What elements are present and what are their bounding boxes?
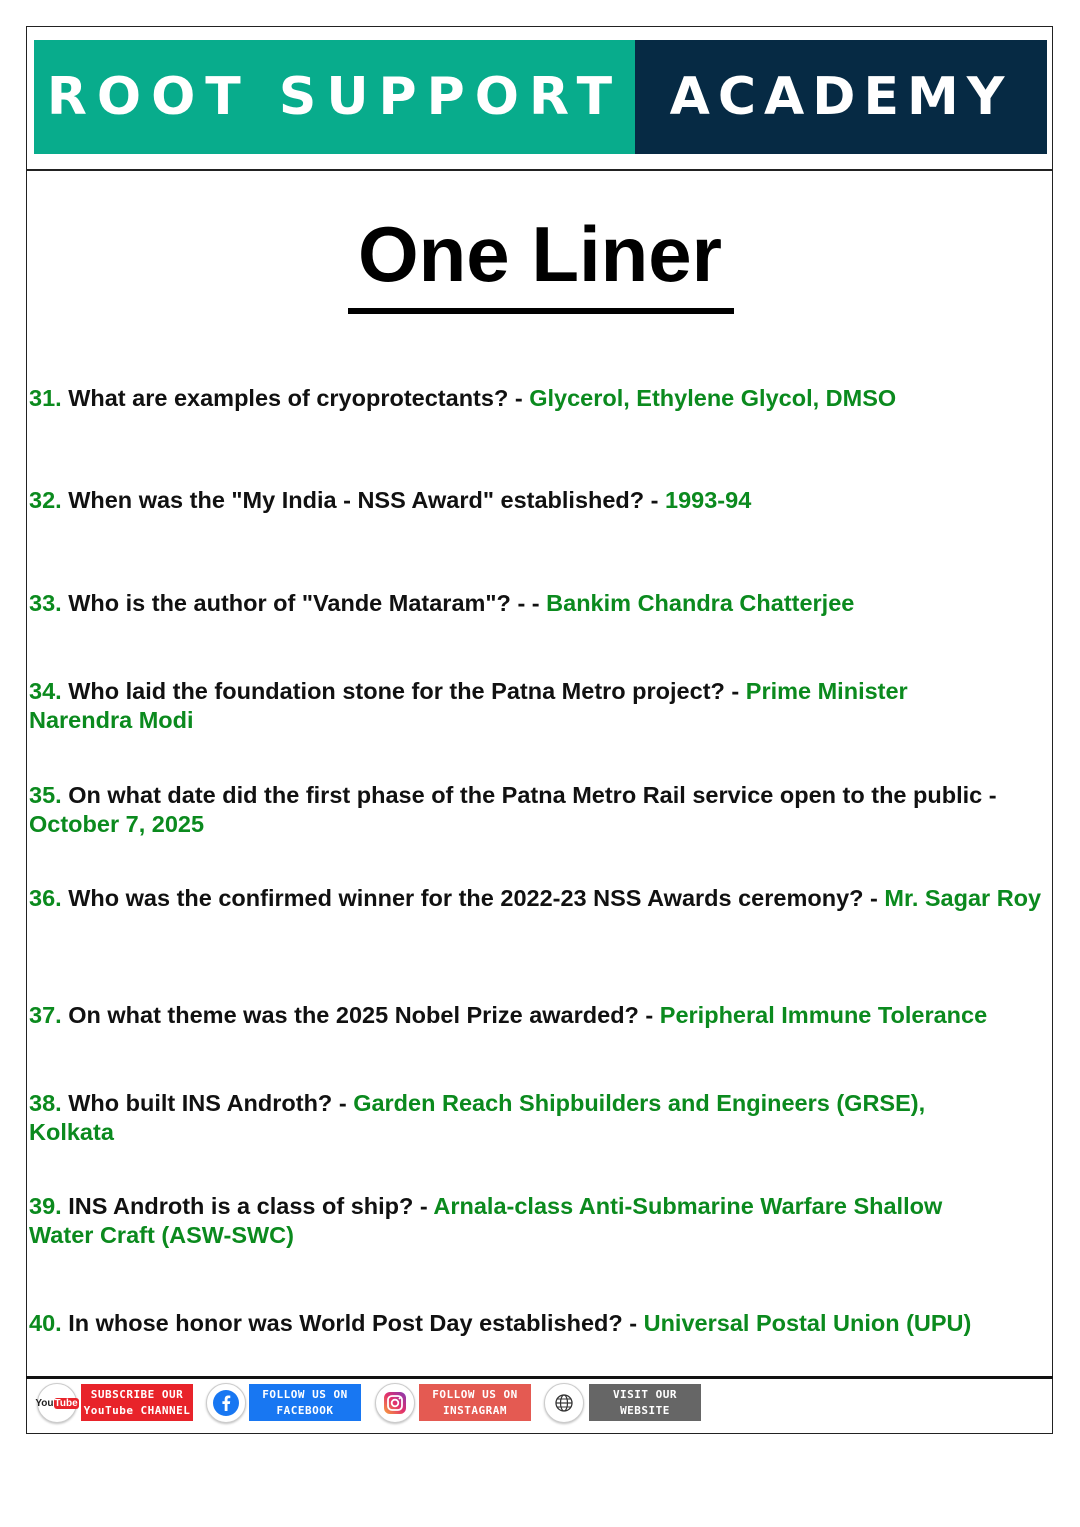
facebook-icon[interactable] (206, 1383, 246, 1423)
website-visit-button[interactable] (589, 1384, 701, 1421)
header-banner (34, 40, 1047, 154)
question-number: 34. (29, 678, 62, 704)
question-item (29, 1192, 999, 1250)
instagram-follow-button[interactable] (419, 1384, 531, 1421)
question-item (29, 1089, 979, 1147)
question-text: On what date did the first phase of the Patna Metro Rail service open to the public - (61, 782, 997, 808)
answer-text: October 7, 2025 (29, 811, 205, 837)
question-number: 31. (29, 385, 62, 411)
question-number: 35. (29, 782, 62, 808)
header-divider (26, 169, 1053, 171)
answer-text: Prime Minister Narendra Modi (29, 678, 908, 733)
answer-text: Universal Postal Union (UPU) (643, 1310, 972, 1336)
question-item (29, 1001, 1059, 1030)
question-item (29, 589, 1049, 618)
question-item (29, 486, 1049, 515)
website-line1: VISIT OUR (612, 1387, 678, 1401)
question-item (29, 781, 1059, 839)
answer-text: Bankim Chandra Chatterjee (546, 590, 855, 616)
question-item (29, 884, 1044, 913)
question-text: Who built INS Androth? - (61, 1090, 354, 1116)
answer-text: Mr. Sagar Roy (884, 885, 1042, 911)
instagram-line2: INSTAGRAM (442, 1403, 508, 1417)
youtube-icon[interactable]: YouTube (37, 1383, 77, 1423)
answer-text: 1993-94 (665, 487, 752, 513)
question-text: Who was the confirmed winner for the 2022-23 NSS Awards ceremony? - (61, 885, 885, 911)
question-text: What are examples of cryoprotectants? - (61, 385, 530, 411)
facebook-line2: FACEBOOK (276, 1403, 334, 1417)
title-underline (348, 308, 734, 314)
question-text: Who is the author of "Vande Mataram"? - - (61, 590, 547, 616)
question-text: On what theme was the 2025 Nobel Prize awarded? - (61, 1002, 660, 1028)
answer-text: Peripheral Immune Tolerance (659, 1002, 988, 1028)
question-text: Who laid the foundation stone for the Patna Metro project? - (61, 678, 746, 704)
question-text: In whose honor was World Post Day established? - (61, 1310, 644, 1336)
youtube-subscribe-button[interactable] (81, 1384, 193, 1421)
instagram-line1: FOLLOW US ON (432, 1387, 518, 1401)
question-number: 39. (29, 1193, 62, 1219)
answer-text: Glycerol, Ethylene Glycol, DMSO (529, 385, 897, 411)
answer-text: Arnala-class Anti-Submarine Warfare Shallow Water Craft (ASW-SWC) (29, 1193, 943, 1248)
instagram-icon[interactable] (375, 1383, 415, 1423)
banner-root-support: ROOT SUPPORT (34, 40, 635, 154)
facebook-line1: FOLLOW US ON (262, 1387, 348, 1401)
banner-academy: ACADEMY (635, 40, 1047, 154)
youtube-line2: YouTube CHANNEL (83, 1403, 191, 1417)
youtube-line1: SUBSCRIBE OUR (90, 1387, 184, 1401)
question-text: When was the "My India - NSS Award" established? - (61, 487, 666, 513)
question-number: 38. (29, 1090, 62, 1116)
page-title: One Liner (357, 210, 723, 298)
answer-text: Garden Reach Shipbuilders and Engineers (GRSE), Kolkata (29, 1090, 926, 1145)
question-item (29, 384, 1049, 413)
question-number: 36. (29, 885, 62, 911)
question-text: INS Androth is a class of ship? - (61, 1193, 434, 1219)
question-item (29, 1309, 1059, 1338)
facebook-follow-button[interactable] (249, 1384, 361, 1421)
question-item (29, 677, 979, 735)
question-number: 33. (29, 590, 62, 616)
website-line2: WEBSITE (620, 1403, 670, 1417)
question-number: 40. (29, 1310, 62, 1336)
question-number: 32. (29, 487, 62, 513)
footer-divider (26, 1376, 1053, 1379)
question-number: 37. (29, 1002, 62, 1028)
globe-icon[interactable] (544, 1383, 584, 1423)
